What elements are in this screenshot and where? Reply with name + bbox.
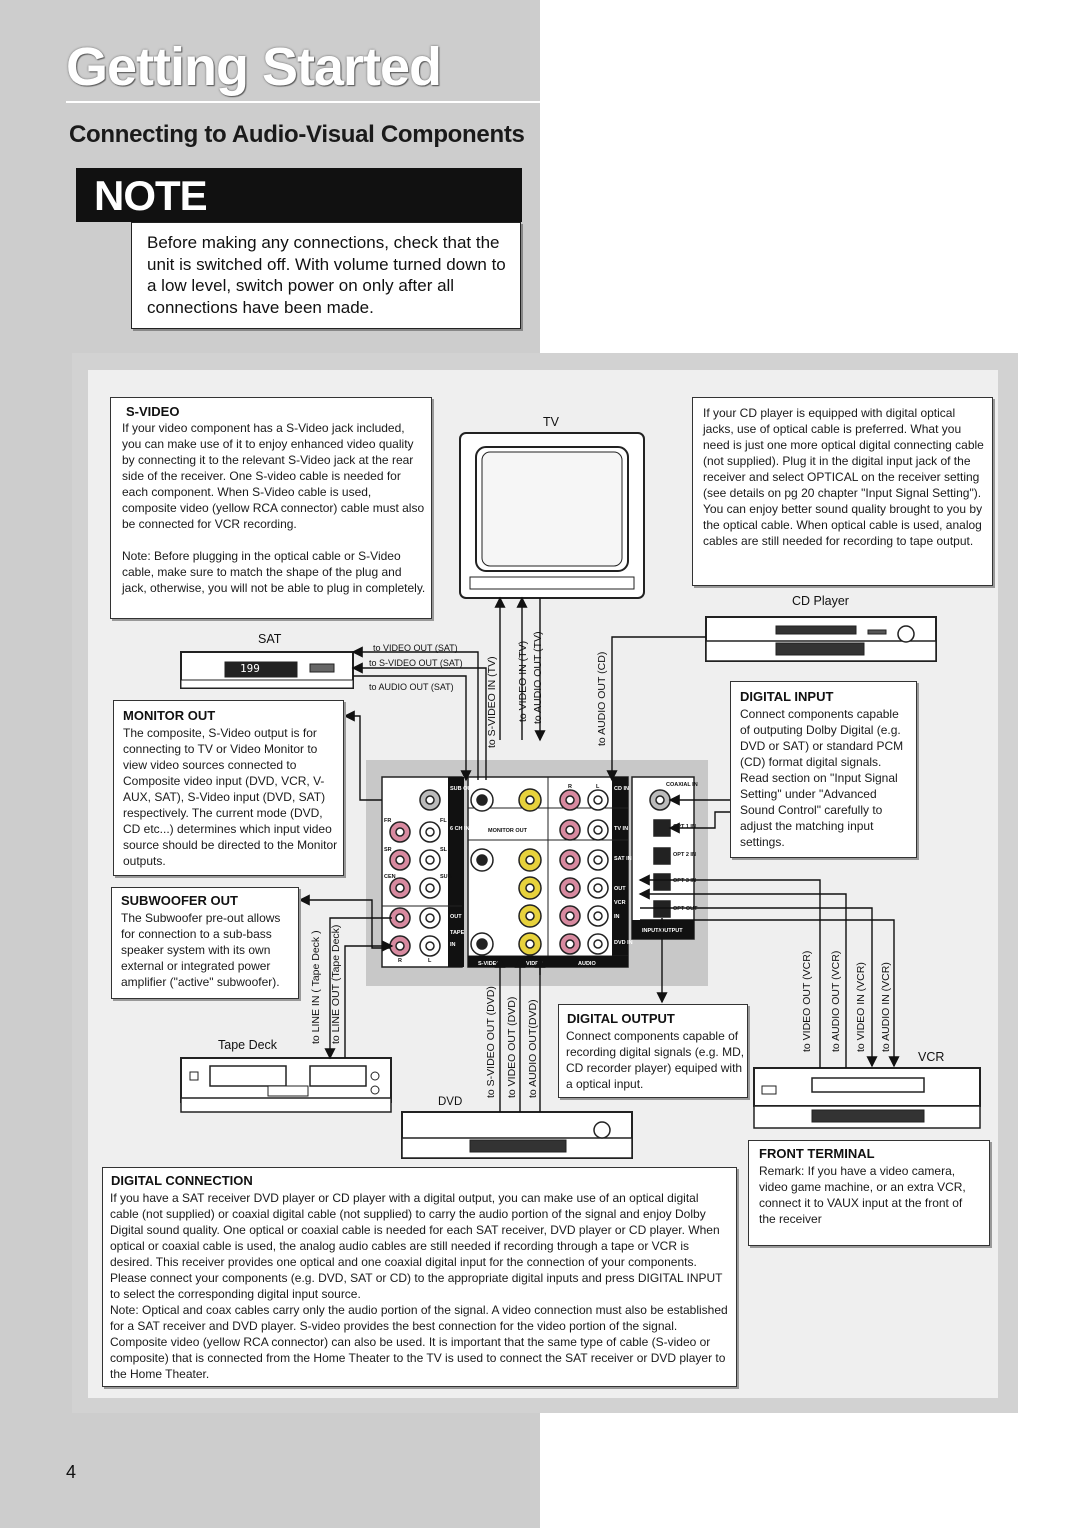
svg-text:SUB OUT: SUB OUT (450, 786, 475, 792)
vcr-audio-in-label: to AUDIO IN (VCR) (880, 962, 892, 1052)
vcr-label: VCR (918, 1050, 945, 1064)
cd-player-label: CD Player (792, 594, 849, 608)
tv-audio-label: to AUDIO OUT (TV) (532, 631, 544, 724)
note-label: NOTE (94, 172, 207, 219)
svg-text:OPT 3 IN: OPT 3 IN (673, 878, 696, 884)
digital-connection-note: Note: Optical and coax cables carry only the audio portion of the signal. A video connection must also be established for a SAT receiver and DVD player. S-video provides the best connection for the video portion of the signal. Composite video (yellow RCA connector) can also be used. It is important that the same type of cable (S-video or composite) that is connected from the Home Theater to the TV is used to connect the SAT receiver or DVD player to the Home Theater. (110, 1303, 728, 1381)
optical-info-text: If your CD player is equipped with digital optical jacks, use of optical cable is preferred. What you need is just one more optical digital connecting cable (not supplied). Plug it in the digital input jack of the receiver and select OPTICAL on the receiver setting (see details on pg 20 chapter "Input Signal Setting"). You can enjoy better sound quality brought to you by the optical cable. When optical cable is used, analog cables are still needed for recording to tape output. (703, 406, 984, 548)
svg-text:SR: SR (384, 847, 392, 853)
vcr-illustration (754, 1068, 980, 1128)
dvd-player-illustration (402, 1112, 632, 1158)
speaker-label-strip (448, 777, 464, 967)
svg-text:OPT 1 IN: OPT 1 IN (673, 824, 696, 830)
sat-audio-label: to AUDIO OUT (SAT) (369, 682, 454, 692)
svg-text:VCR: VCR (614, 900, 626, 906)
svg-text:SUB: SUB (440, 874, 452, 880)
monitor-out-title: MONITOR OUT (123, 708, 216, 723)
subwoofer-out-text: The Subwoofer pre-out allows for connection to a sub-bass speaker system with its own external or integrated power amplifier ("active" subwoofer). (121, 911, 281, 989)
svg-text:S-VIDEO: S-VIDEO (478, 961, 501, 967)
svg-text:INPUT/OUTPUT: INPUT/OUTPUT (642, 928, 683, 934)
sat-svideo-label: to S-VIDEO OUT (SAT) (369, 658, 463, 668)
vcr-video-out-label: to VIDEO OUT (VCR) (801, 950, 813, 1052)
tape-out-label: to LINE OUT (Tape Deck) (330, 924, 342, 1044)
svg-text:AUDIO: AUDIO (578, 961, 596, 967)
svg-text:VIDEO: VIDEO (526, 961, 544, 967)
sat-receiver-illustration (181, 652, 353, 688)
cd-player-illustration (706, 617, 936, 661)
svg-text:FL: FL (440, 818, 447, 824)
tv-video-label: to VIDEO IN (TV) (517, 640, 529, 722)
dvd-label: DVD (438, 1096, 463, 1108)
section-title: Connecting to Audio-Visual Components (69, 121, 525, 148)
svg-text:COAXIAL IN: COAXIAL IN (666, 782, 698, 788)
front-terminal-text: Remark: If you have a video camera, video game machine, or an extra VCR, connect it to VAUX input at the front of the receiver (759, 1164, 966, 1226)
dvd-video-label: to VIDEO OUT (DVD) (506, 996, 518, 1098)
sat-label: SAT (258, 632, 282, 646)
cd-audio-label: to AUDIO OUT (CD) (596, 651, 608, 746)
vcr-video-in-label: to VIDEO IN (VCR) (855, 962, 867, 1052)
dvd-audio-label: to AUDIO OUT(DVD) (527, 999, 539, 1098)
svg-text:OPT 2 IN: OPT 2 IN (673, 852, 696, 858)
svideo-title: S-VIDEO (126, 404, 180, 419)
digital-input-title: DIGITAL INPUT (740, 689, 834, 704)
digital-input-text: Connect components capable of outputing Dolby Digital (e.g. DVD or SAT) or standard PCM (CD) format digital signals. Read section on "Input Signal Setting" under "Advanced Sound Control" carefully to adjust the matching input settings. (740, 707, 904, 849)
svg-text:TV IN: TV IN (614, 826, 629, 832)
tv-label: TV (543, 415, 559, 429)
tape-in-label: to LINE IN ( Tape Deck ) (310, 930, 322, 1044)
svg-text:CEN: CEN (384, 874, 396, 880)
sat-video-label: to VIDEO OUT (SAT) (373, 643, 458, 653)
svideo-text: If your video component has a S-Video jack included, you can make use of it to enjoy enhanced video quality by connecting it to the relevant S-Video jack at the rear side of the receiver. One S-video cable is needed for each component. When S-Video cable is used, composite video (yellow RCA connector) cable must also be connected for VCR recording. (122, 421, 425, 531)
svg-text:R: R (568, 784, 572, 790)
page-title: Getting Started (66, 37, 442, 97)
svg-text:MONITOR OUT: MONITOR OUT (488, 828, 528, 834)
tv-illustration (460, 433, 644, 598)
tape-deck-label: Tape Deck (218, 1038, 278, 1052)
svg-text:OUT: OUT (614, 886, 626, 892)
svg-text:L: L (596, 784, 600, 790)
svideo-note: Note: Before plugging in the optical cable or S-Video cable, make sure to match the shape of the plug and jack, otherwise, you will not be able to plug in completely. (122, 549, 426, 595)
svg-text:SL: SL (440, 847, 448, 853)
digital-connection-title: DIGITAL CONNECTION (111, 1173, 253, 1188)
svg-text:R: R (398, 958, 402, 964)
digital-output-title: DIGITAL OUTPUT (567, 1011, 675, 1026)
note-text: Before making any connections, check that the unit is switched off. With volume turned down to a low level, switch power on only after all connections have been made. (147, 233, 506, 317)
svg-text:L: L (428, 958, 432, 964)
page-number: 4 (66, 1462, 77, 1482)
svg-text:SAT IN: SAT IN (614, 856, 632, 862)
svg-text:IN: IN (450, 942, 456, 948)
digital-connection-text: If you have a SAT receiver DVD player or CD player with a digital output, you can make use of an optical digital cable (not supplied) or coaxial digital cable (not supplied) to carry the audio portion of the signal and enjoy Dolby Digital sound quality. One optical or coaxial cable is needed for each SAT receiver, DVD player or CD player. When optical or coaxial cable is used, the analog audio cables are still needed if recording through a tape or VCR is desired. This receiver provides one optical and one coaxial digital input for the connection of your components. Please connect your components (e.g. DVD, SAT or CD) to the appropriate digital inputs and press DIGITAL INPUT to select the corresponding digital input source. (110, 1191, 723, 1301)
tape-deck-illustration (181, 1058, 391, 1112)
monitor-out-text: The composite, S-Video output is for connecting to TV or Video Monitor to view video sources connected to Composite video input (DVD, VCR, V-AUX, SAT), S-Video input (DVD, SAT) respectively. The current mode (DVD, CD etc...) determines which input video source should be directed to the Monitor outputs. (123, 726, 338, 868)
dvd-svideo-label: to S-VIDEO OUT (DVD) (485, 986, 497, 1098)
digital-output-text: Connect components capable of recording digital signals (e.g. MD, CD recorder player) equiped with a optical input. (566, 1029, 745, 1091)
front-terminal-title: FRONT TERMINAL (759, 1146, 875, 1161)
svg-text:DVD IN: DVD IN (614, 940, 633, 946)
svg-text:TAPE: TAPE (450, 930, 465, 936)
sat-display: 199 (240, 662, 260, 675)
svg-text:6 CH INPUT: 6 CH INPUT (450, 826, 481, 832)
subwoofer-out-title: SUBWOOFER OUT (121, 893, 238, 908)
tv-svideo-label: to S-VIDEO IN (TV) (486, 656, 498, 748)
svg-text:OPT OUT: OPT OUT (673, 906, 698, 912)
svg-text:CD IN: CD IN (614, 786, 629, 792)
svg-text:IN: IN (614, 914, 620, 920)
source-label-strip (612, 777, 628, 967)
svg-text:FR: FR (384, 818, 392, 824)
svg-text:OUT: OUT (450, 914, 462, 920)
vcr-audio-out-label: to AUDIO OUT (VCR) (830, 950, 842, 1052)
